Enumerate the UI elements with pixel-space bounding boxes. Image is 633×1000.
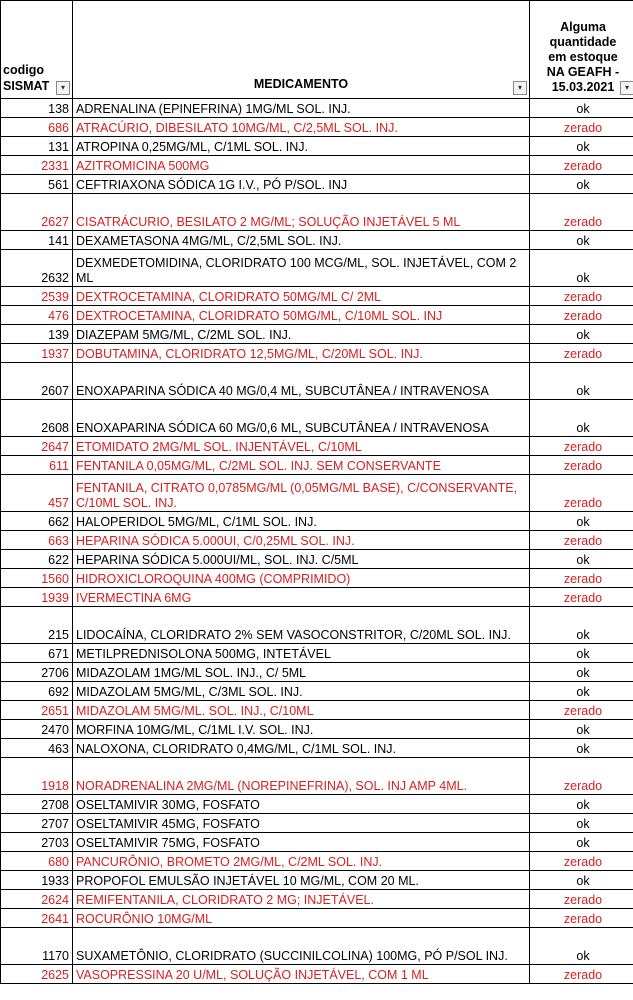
cell-medicine: HEPARINA SÓDICA 5.000UI/ML, SOL. INJ. C/5ML	[73, 550, 530, 569]
header-stock-text: Alguma quantidade em estoque NA GEAFH - 15.03.2021	[546, 20, 620, 94]
cell-stock: ok	[530, 250, 633, 287]
cell-code: 680	[1, 852, 73, 871]
cell-code: 662	[1, 512, 73, 531]
cell-code: 138	[1, 99, 73, 118]
cell-stock: ok	[530, 99, 633, 118]
table-row	[1, 909, 633, 928]
cell-code: 671	[1, 644, 73, 663]
filter-dropdown-icon[interactable]: ▾	[513, 81, 527, 95]
cell-medicine: ATROPINA 0,25MG/ML, C/1ML SOL. INJ.	[73, 137, 530, 156]
cell-code: 561	[1, 175, 73, 194]
cell-stock: ok	[530, 871, 633, 890]
cell-stock: zerado	[530, 344, 633, 363]
table-row	[1, 588, 633, 607]
cell-medicine: PANCURÔNIO, BROMETO 2MG/ML, C/2ML SOL. INJ.	[73, 852, 530, 871]
cell-medicine: OSELTAMIVIR 45MG, FOSFATO	[73, 814, 530, 833]
table-row	[1, 325, 633, 344]
cell-medicine: DEXTROCETAMINA, CLORIDRATO 50MG/ML, C/10ML SOL. INJ	[73, 306, 530, 325]
cell-code: 2707	[1, 814, 73, 833]
header-medicine-text: MEDICAMENTO	[253, 77, 349, 91]
table-row	[1, 437, 633, 456]
cell-code: 2651	[1, 701, 73, 720]
cell-code: 2625	[1, 965, 73, 984]
table-row	[1, 156, 633, 175]
cell-stock: zerado	[530, 909, 633, 928]
table-row	[1, 250, 633, 287]
cell-code: 2539	[1, 287, 73, 306]
cell-medicine: MIDAZOLAM 1MG/ML SOL. INJ., C/ 5ML	[73, 663, 530, 682]
cell-stock: zerado	[530, 852, 633, 871]
cell-code: 2608	[1, 400, 73, 437]
cell-medicine: ADRENALINA (EPINEFRINA) 1MG/ML SOL. INJ.	[73, 99, 530, 118]
cell-stock: zerado	[530, 890, 633, 909]
cell-code: 2708	[1, 795, 73, 814]
cell-stock: ok	[530, 644, 633, 663]
cell-medicine: HALOPERIDOL 5MG/ML, C/1ML SOL. INJ.	[73, 512, 530, 531]
cell-stock: ok	[530, 550, 633, 569]
cell-medicine: DEXTROCETAMINA, CLORIDRATO 50MG/ML C/ 2ML	[73, 287, 530, 306]
cell-medicine: DEXMEDETOMIDINA, CLORIDRATO 100 MCG/ML, SOL. INJETÁVEL, COM 2 ML	[73, 250, 530, 287]
cell-code: 139	[1, 325, 73, 344]
table-row	[1, 682, 633, 701]
cell-medicine: ENOXAPARINA SÓDICA 40 MG/0,4 ML, SUBCUTÂNEA / INTRAVENOSA	[73, 363, 530, 400]
table-row	[1, 363, 633, 400]
cell-stock: zerado	[530, 475, 633, 512]
table-row	[1, 400, 633, 437]
cell-code: 611	[1, 456, 73, 475]
table-row	[1, 739, 633, 758]
cell-stock: ok	[530, 682, 633, 701]
cell-stock: ok	[530, 720, 633, 739]
cell-medicine: CEFTRIAXONA SÓDICA 1G I.V., PÓ P/SOL. INJ	[73, 175, 530, 194]
table-row	[1, 475, 633, 512]
cell-stock: zerado	[530, 701, 633, 720]
cell-medicine: ENOXAPARINA SÓDICA 60 MG/0,6 ML, SUBCUTÂNEA / INTRAVENOSA	[73, 400, 530, 437]
cell-medicine: METILPREDNISOLONA 500MG, INTETÁVEL	[73, 644, 530, 663]
cell-stock: ok	[530, 363, 633, 400]
table-row	[1, 194, 633, 231]
cell-stock: ok	[530, 739, 633, 758]
cell-stock: ok	[530, 663, 633, 682]
header-row	[1, 1, 633, 99]
table-row	[1, 231, 633, 250]
cell-medicine: AZITROMICINA 500MG	[73, 156, 530, 175]
cell-stock: zerado	[530, 118, 633, 137]
cell-stock: ok	[530, 607, 633, 644]
cell-medicine: FENTANILA, CITRATO 0,0785MG/ML (0,05MG/ML BASE), C/CONSERVANTE, C/10ML SOL. INJ.	[73, 475, 530, 512]
cell-stock: ok	[530, 325, 633, 344]
table-row	[1, 99, 633, 118]
header-medicine	[73, 1, 530, 99]
table-row	[1, 344, 633, 363]
cell-code: 1918	[1, 758, 73, 795]
cell-medicine: HEPARINA SÓDICA 5.000UI, C/0,25ML SOL. INJ.	[73, 531, 530, 550]
cell-code: 663	[1, 531, 73, 550]
cell-code: 686	[1, 118, 73, 137]
table-row	[1, 833, 633, 852]
header-code	[1, 1, 73, 99]
cell-medicine: OSELTAMIVIR 75MG, FOSFATO	[73, 833, 530, 852]
cell-stock: zerado	[530, 456, 633, 475]
cell-code: 1939	[1, 588, 73, 607]
cell-stock: zerado	[530, 437, 633, 456]
table-row	[1, 137, 633, 156]
cell-stock: ok	[530, 512, 633, 531]
filter-dropdown-icon[interactable]: ▾	[56, 81, 70, 95]
cell-code: 1560	[1, 569, 73, 588]
table-row	[1, 550, 633, 569]
table-row	[1, 531, 633, 550]
table-row	[1, 871, 633, 890]
cell-code: 2470	[1, 720, 73, 739]
cell-medicine: CISATRÁCURIO, BESILATO 2 MG/ML; SOLUÇÃO INJETÁVEL 5 ML	[73, 194, 530, 231]
cell-code: 2703	[1, 833, 73, 852]
table-row	[1, 758, 633, 795]
cell-stock: zerado	[530, 194, 633, 231]
cell-code: 2331	[1, 156, 73, 175]
cell-code: 692	[1, 682, 73, 701]
cell-stock: zerado	[530, 758, 633, 795]
table-row	[1, 701, 633, 720]
cell-code: 1170	[1, 928, 73, 965]
cell-code: 463	[1, 739, 73, 758]
cell-code: 215	[1, 607, 73, 644]
cell-stock: ok	[530, 795, 633, 814]
cell-code: 2627	[1, 194, 73, 231]
table-row	[1, 607, 633, 644]
cell-medicine: DIAZEPAM 5MG/ML, C/2ML SOL. INJ.	[73, 325, 530, 344]
cell-medicine: DOBUTAMINA, CLORIDRATO 12,5MG/ML, C/20ML SOL. INJ.	[73, 344, 530, 363]
cell-code: 2706	[1, 663, 73, 682]
cell-medicine: NORADRENALINA 2MG/ML (NOREPINEFRINA), SOL. INJ AMP 4ML.	[73, 758, 530, 795]
cell-code: 622	[1, 550, 73, 569]
table-row	[1, 175, 633, 194]
table-row	[1, 928, 633, 965]
cell-medicine: NALOXONA, CLORIDRATO 0,4MG/ML, C/1ML SOL. INJ.	[73, 739, 530, 758]
filter-dropdown-icon[interactable]: ▾	[620, 81, 633, 95]
cell-medicine: REMIFENTANILA, CLORIDRATO 2 MG; INJETÁVEL.	[73, 890, 530, 909]
cell-medicine: VASOPRESSINA 20 U/ML, SOLUÇÃO INJETÁVEL, COM 1 ML	[73, 965, 530, 984]
cell-code: 457	[1, 475, 73, 512]
table-row	[1, 890, 633, 909]
cell-code: 476	[1, 306, 73, 325]
table-row	[1, 456, 633, 475]
cell-medicine: ATRACÚRIO, DIBESILATO 10MG/ML, C/2,5ML SOL. INJ.	[73, 118, 530, 137]
cell-medicine: MIDAZOLAM 5MG/ML, C/3ML SOL. INJ.	[73, 682, 530, 701]
cell-stock: ok	[530, 175, 633, 194]
cell-medicine: IVERMECTINA 6MG	[73, 588, 530, 607]
table-row	[1, 306, 633, 325]
table-row	[1, 795, 633, 814]
cell-stock: ok	[530, 928, 633, 965]
cell-code: 1933	[1, 871, 73, 890]
cell-stock: ok	[530, 814, 633, 833]
cell-code: 2624	[1, 890, 73, 909]
table-row	[1, 720, 633, 739]
cell-code: 2647	[1, 437, 73, 456]
cell-stock: zerado	[530, 156, 633, 175]
cell-stock: zerado	[530, 965, 633, 984]
cell-medicine: MORFINA 10MG/ML, C/1ML I.V. SOL. INJ.	[73, 720, 530, 739]
cell-stock: zerado	[530, 287, 633, 306]
cell-medicine: ROCURÔNIO 10MG/ML	[73, 909, 530, 928]
table-row	[1, 852, 633, 871]
cell-code: 131	[1, 137, 73, 156]
table-row	[1, 569, 633, 588]
cell-medicine: ETOMIDATO 2MG/ML SOL. INJENTÁVEL, C/10ML	[73, 437, 530, 456]
cell-medicine: DEXAMETASONA 4MG/ML, C/2,5ML SOL. INJ.	[73, 231, 530, 250]
table-row	[1, 663, 633, 682]
cell-code: 2632	[1, 250, 73, 287]
cell-stock: ok	[530, 137, 633, 156]
table-row	[1, 118, 633, 137]
header-code-text: codigo SISMAT	[3, 63, 50, 93]
cell-stock: ok	[530, 400, 633, 437]
cell-code: 2641	[1, 909, 73, 928]
header-stock	[530, 1, 633, 99]
cell-medicine: PROPOFOL EMULSÃO INJETÁVEL 10 MG/ML, COM 20 ML.	[73, 871, 530, 890]
table-row	[1, 512, 633, 531]
cell-code: 2607	[1, 363, 73, 400]
cell-stock: zerado	[530, 306, 633, 325]
table-row	[1, 965, 633, 984]
cell-code: 1937	[1, 344, 73, 363]
cell-medicine: SUXAMETÔNIO, CLORIDRATO (SUCCINILCOLINA) 100MG, PÓ P/SOL INJ.	[73, 928, 530, 965]
cell-medicine: LIDOCAÍNA, CLORIDRATO 2% SEM VASOCONSTRITOR, C/20ML SOL. INJ.	[73, 607, 530, 644]
cell-stock: zerado	[530, 569, 633, 588]
table-row	[1, 644, 633, 663]
table-row	[1, 814, 633, 833]
cell-medicine: OSELTAMIVIR 30MG, FOSFATO	[73, 795, 530, 814]
cell-stock: ok	[530, 833, 633, 852]
cell-stock: zerado	[530, 531, 633, 550]
table-body	[1, 99, 633, 984]
cell-stock: zerado	[530, 588, 633, 607]
cell-code: 141	[1, 231, 73, 250]
table-row	[1, 287, 633, 306]
cell-stock: ok	[530, 231, 633, 250]
cell-medicine: HIDROXICLOROQUINA 400MG (COMPRIMIDO)	[73, 569, 530, 588]
cell-medicine: MIDAZOLAM 5MG/ML. SOL. INJ., C/10ML	[73, 701, 530, 720]
cell-medicine: FENTANILA 0,05MG/ML, C/2ML SOL. INJ. SEM CONSERVANTE	[73, 456, 530, 475]
